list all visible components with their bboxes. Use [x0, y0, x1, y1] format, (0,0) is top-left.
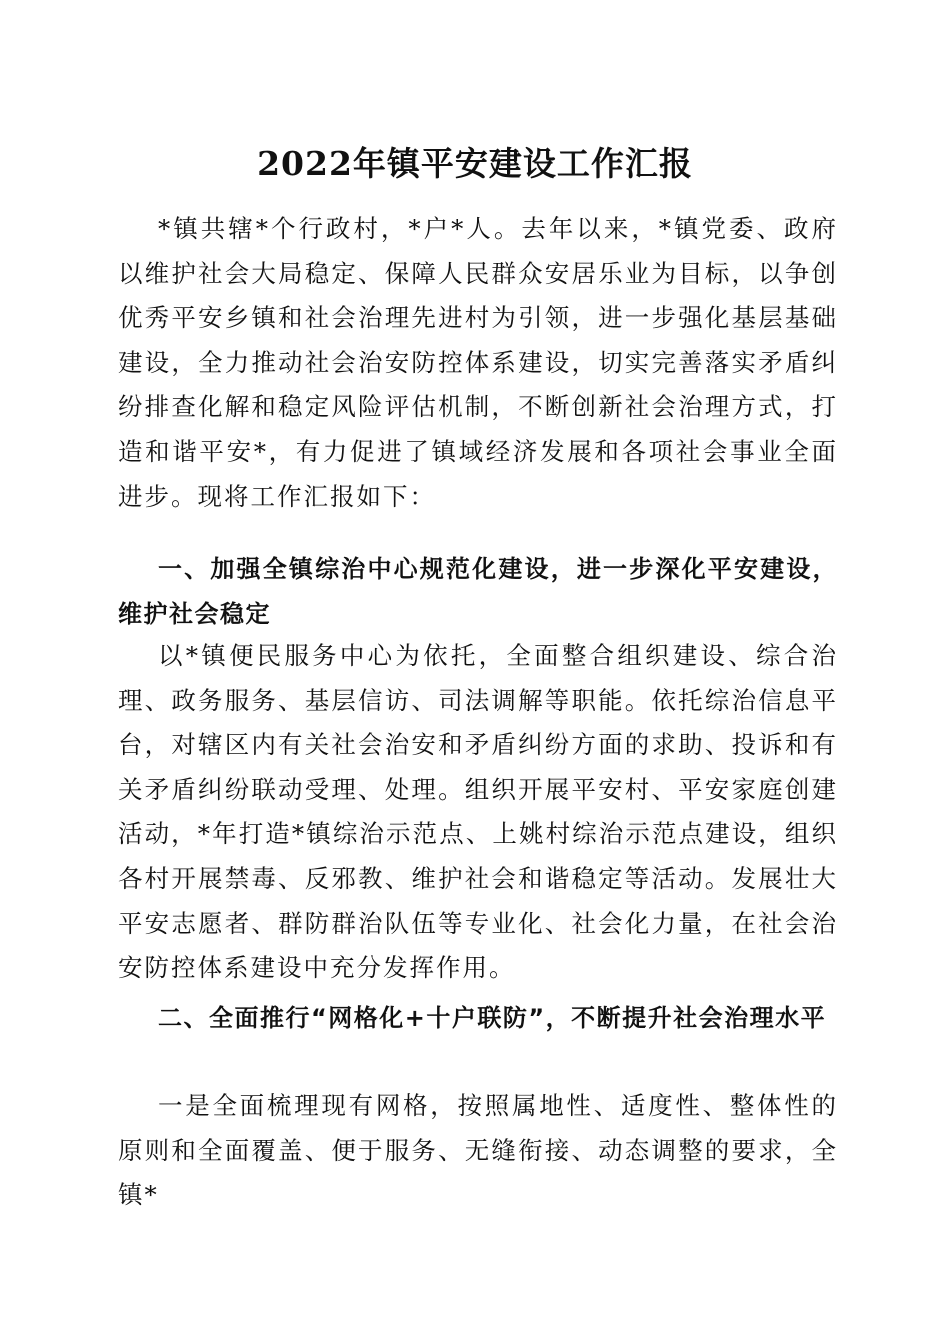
- document-title: 2022年镇平安建设工作汇报: [257, 144, 693, 183]
- section-heading-text: 一、加强全镇综治中心规范化建设，进一步深化平安建设，维护社会稳定: [118, 555, 838, 628]
- section-heading-2: [118, 996, 838, 1041]
- section-1-paragraph: [118, 634, 838, 991]
- intro-paragraph: [118, 207, 838, 519]
- section-2-paragraph: [118, 1084, 838, 1218]
- paragraph-text: *镇共辖*个行政村，*户*人。去年以来，*镇党委、政府以维护社会大局稳定、保障人民群众安居乐业为目标，以争创优秀平安乡镇和社会治理先进村为引领，进一步强化基层基础建设，全力推动社会治安防控体系建设，切实完善落实矛盾纠纷排查化解和稳定风险评估机制，不断创新社会治理方式，打造和谐平安*，有力促进了镇域经济发展和各项社会事业全面进步。现将工作汇报如下：: [118, 214, 838, 511]
- paragraph-text: 一是全面梳理现有网格，按照属地性、适度性、整体性的原则和全面覆盖、便于服务、无缝衔接、动态调整的要求，全镇*: [118, 1091, 838, 1210]
- section-heading-1: [118, 547, 838, 636]
- section-heading-text: 二、全面推行“网格化+十户联防”，不断提升社会治理水平: [158, 1004, 827, 1032]
- paragraph-text: 以*镇便民服务中心为依托，全面整合组织建设、综合治理、政务服务、基层信访、司法调解等职能。依托综治信息平台，对辖区内有关社会治安和矛盾纠纷方面的求助、投诉和有关矛盾纠纷联动受理、处理。组织开展平安村、平安家庭创建活动，*年打造*镇综治示范点、上姚村综治示范点建设，组织各村开展禁毒、反邪教、维护社会和谐稳定等活动。发展壮大平安志愿者、群防群治队伍等专业化、社会化力量，在社会治安防控体系建设中充分发挥作用。: [118, 641, 838, 983]
